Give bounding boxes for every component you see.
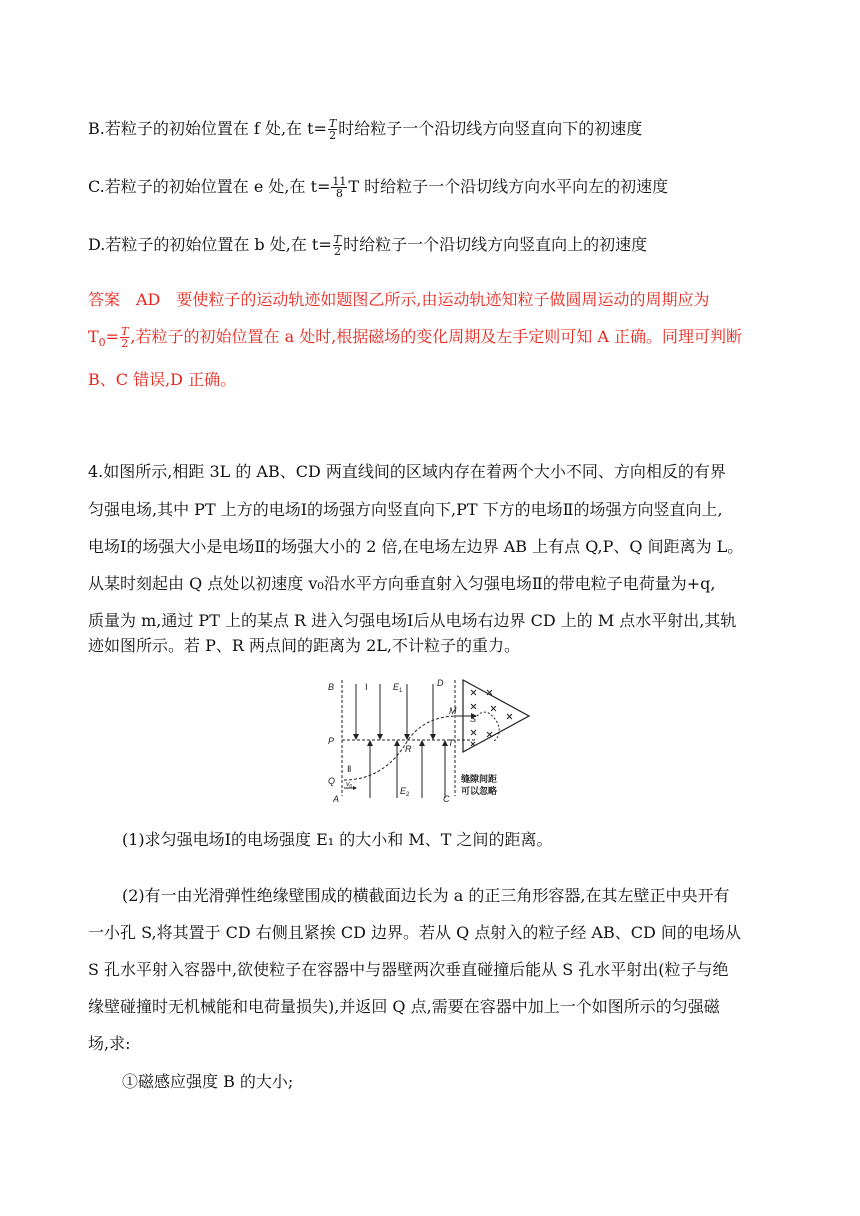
label-e1: $E_1$: [393, 682, 403, 694]
label-q: Q: [328, 776, 336, 786]
label-b: B: [328, 682, 335, 692]
answer-line-2: $T_0=$ $\frac{T}{2}$ ,若粒子的初始位置在 a 处时,根据磁场的变化周期及左手定则可知 A 正确。同理可判断: [88, 325, 743, 350]
fraction-t-over-2: $\frac{T}{2}$: [333, 233, 342, 258]
gap-note-line-1: 缝隙间距: [461, 774, 498, 784]
label-e2: $E_2$: [400, 786, 410, 798]
option-b: [88, 118, 642, 141]
problem4-line-6: 迹如图所示。若 P、R 两点间的距离为 2L,不计粒子的重力。: [88, 636, 520, 655]
label-p: P: [328, 736, 335, 746]
question-2-line-4: 缘壁碰撞时无机械能和电荷量损失),并返回 Q 点,需要在容器中加上一个如图所示的匀强磁: [88, 997, 720, 1016]
fraction-t-over-2: $\frac{T}{2}$: [328, 117, 337, 142]
question-1: (1)求匀强电场Ⅰ的电场强度 E₁ 的大小和 M、T 之间的距离。: [122, 830, 553, 849]
option-d: [88, 234, 647, 257]
label-region-2: Ⅱ: [347, 764, 352, 774]
label-region-1: Ⅰ: [365, 682, 368, 692]
magnetic-field-crosses: [471, 690, 512, 746]
option-c-text-post: T 时给粒子一个沿切线方向水平向左的初速度: [348, 177, 669, 196]
answer-line-1: 答案 AD 要使粒子的运动轨迹如题图乙所示,由运动轨迹知粒子做圆周运动的周期应为: [88, 290, 710, 309]
fraction-t-over-2: $\frac{T}{2}$: [121, 325, 129, 350]
label-t: T: [448, 738, 454, 748]
option-b-text-post: 时给粒子一个沿切线方向竖直向下的初速度: [338, 119, 643, 138]
option-d-text-post: 时给粒子一个沿切线方向竖直向上的初速度: [343, 235, 648, 254]
label-s: S: [470, 714, 477, 724]
answer-line-3: B、C 错误,D 正确。: [88, 370, 237, 389]
question-2-line-1: (2)有一由光滑弹性绝缘壁围成的横截面边长为 a 的正三角形容器,在其左壁正中央开有: [122, 886, 730, 905]
label-r: R: [405, 744, 412, 754]
option-c-text-pre: C.若粒子的初始位置在 e 处,在 t=: [88, 177, 331, 196]
label-a: A: [333, 794, 340, 804]
option-b-text-pre: B.若粒子的初始位置在 f 处,在 t=: [88, 119, 327, 138]
problem4-line-1: 4.如图所示,相距 3L 的 AB、CD 两直线间的区域内存在着两个大小不同、方向相反的有界: [88, 462, 726, 481]
trajectory: [344, 716, 458, 780]
fraction-11-over-8: $\frac{11}{8}$: [332, 175, 347, 200]
question-2-line-2: 一小孔 S,将其置于 CD 右侧且紧挨 CD 边界。若从 Q 点射入的粒子经 AB、CD 间的电场从: [88, 923, 741, 942]
option-d-text-pre: D.若粒子的初始位置在 b 处,在 t=: [88, 235, 332, 254]
gap-note-line-2: 可以忽略: [461, 786, 498, 796]
problem4-line-3: 电场Ⅰ的场强大小是电场Ⅱ的场强大小的 2 倍,在电场左边界 AB 上有点 Q,P、Q 间距离为 L。: [88, 537, 744, 556]
question-2-line-3: S 孔水平射入容器中,欲使粒子在容器中与器壁两次垂直碰撞后能从 S 孔水平射出(粒子与绝: [88, 960, 729, 979]
label-d: D: [437, 678, 444, 688]
field-diagram: [325, 676, 537, 804]
label-v0: $v_0$: [346, 781, 353, 790]
label-m: M: [449, 706, 457, 716]
problem4-line-4: 从某时刻起由 Q 点处以初速度 v₀沿水平方向垂直射入匀强电场Ⅱ的带电粒子电荷量为+q,: [88, 574, 716, 593]
question-2-sub-1: ①磁感应强度 B 的大小;: [122, 1072, 294, 1091]
problem4-line-2: 匀强电场,其中 PT 上方的电场Ⅰ的场强方向竖直向下,PT 下方的电场Ⅱ的场强方向竖直向上,: [88, 500, 723, 519]
problem4-line-5: 质量为 m,通过 PT 上的某点 R 进入匀强电场Ⅰ后从电场右边界 CD 上的 M 点水平射出,其轨: [88, 611, 737, 630]
option-c: [88, 176, 668, 199]
label-c: C: [443, 794, 450, 804]
question-2-line-5: 场,求:: [88, 1034, 131, 1053]
